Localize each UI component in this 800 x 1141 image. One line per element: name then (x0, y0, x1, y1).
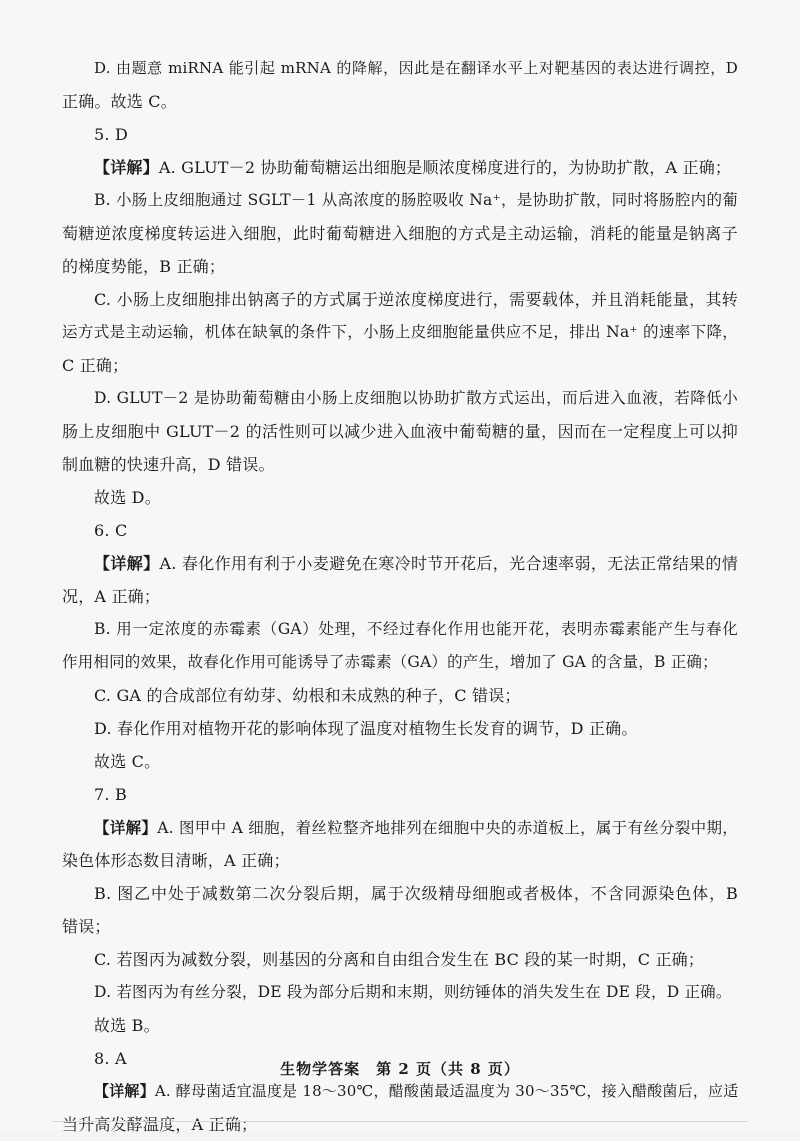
text-line-content: 故选 D。 (94, 488, 161, 507)
text-line-content: 肠上皮细胞中 GLUT－2 的活性则可以减少进入血液中葡萄糖的量，因而在一定程度上可以抑 (62, 422, 738, 441)
detail-tag: 【详解】 (94, 158, 159, 177)
text-line-content: D. GLUT－2 是协助葡萄糖由小肠上皮细胞以协助扩散方式运出，而后进入血液，若降低小 (94, 389, 738, 407)
detail-tag: 【详解】 (94, 554, 160, 573)
text-line (62, 316, 738, 349)
text-line (62, 481, 738, 514)
text-line (62, 448, 738, 481)
text-line (62, 613, 738, 646)
text-line-content: 8. A (94, 1049, 127, 1068)
text-line (62, 52, 738, 85)
text-line-content: 运方式是主动运输，机体在缺氧的条件下，小肠上皮细胞能量供应不足，排出 Na⁺ 的速率下降， (62, 323, 738, 341)
text-line-content: 的梯度势能，B 正确； (62, 257, 226, 276)
text-line (62, 1075, 738, 1108)
text-line-content: C. 小肠上皮细胞排出钠离子的方式属于逆浓度梯度进行，需要载体，并且消耗能量，其转 (94, 290, 738, 309)
text-line (62, 349, 738, 382)
text-line (62, 184, 738, 217)
text-line-content: 当升高发酵温度，A 正确； (62, 1115, 258, 1134)
text-line (62, 778, 738, 811)
text-line (62, 910, 738, 943)
page-footer: 生物学答案 第 2 页（共 8 页） (280, 1060, 520, 1078)
text-line-content: 染色体形态数目清晰，A 正确； (62, 851, 290, 870)
page-bottom-divider (52, 1121, 748, 1122)
text-line-content: D. 由题意 miRNA 能引起 mRNA 的降解，因此是在翻译水平上对靶基因的表达进行调控，D (94, 59, 738, 77)
text-line-content: 6. C (94, 521, 128, 540)
text-line (62, 217, 738, 250)
text-line (62, 1108, 738, 1141)
text-line-content: 况，A 正确； (62, 587, 161, 606)
text-line-content: C. 若图丙为减数分裂，则基因的分离和自由组合发生在 BC 段的某一时期，C 正确； (94, 950, 705, 969)
text-line (62, 877, 738, 910)
text-line (62, 679, 738, 712)
text-line (62, 580, 738, 613)
text-line-content: D. 春化作用对植物开花的影响体现了温度对植物生长发育的调节，D 正确。 (94, 719, 638, 738)
text-line (62, 151, 738, 184)
text-line (62, 1009, 738, 1042)
answer-text-body (62, 52, 738, 1141)
text-line (62, 976, 738, 1009)
text-line-content: 正确。故选 C。 (62, 92, 177, 111)
text-line-content: 作用相同的效果，故春化作用可能诱导了赤霉素（GA）的产生，增加了 GA 的含量，B 正确； (62, 653, 718, 671)
text-line-content: 5. D (94, 125, 128, 144)
text-line (62, 712, 738, 745)
text-line-content: 故选 B。 (94, 1016, 160, 1035)
text-line-content: A. GLUT－2 协助葡萄糖运出细胞是顺浓度梯度进行的，为协助扩散，A 正确； (158, 158, 732, 177)
text-line (62, 943, 738, 976)
text-line-content: 萄糖逆浓度梯度转运进入细胞，此时葡萄糖进入细胞的方式是主动运输，消耗的能量是钠离子 (62, 224, 738, 243)
text-line-content: B. 用一定浓度的赤霉素（GA）处理，不经过春化作用也能开花，表明赤霉素能产生与春化 (94, 620, 738, 638)
detail-tag: 【详解】 (94, 818, 158, 837)
text-line-content: A. 春化作用有利于小麦避免在寒冷时节开花后，光合速率弱，无法正常结果的情 (159, 554, 738, 573)
text-line (62, 283, 738, 316)
text-line-content: 制血糖的快速升高，D 错误。 (62, 455, 275, 474)
text-line (62, 415, 738, 448)
text-line-content: A. 酵母菌适宜温度是 18～30℃，醋酸菌最适温度为 30～35℃，接入醋酸菌后，应适 (154, 1082, 738, 1100)
text-line-content: B. 图乙中处于减数第二次分裂后期，属于次级精母细胞或者极体，不含同源染色体，B (94, 884, 738, 903)
text-line (62, 250, 738, 283)
text-line-content: C 正确； (62, 356, 129, 375)
text-line (62, 514, 738, 547)
text-line (62, 745, 738, 778)
text-line (62, 811, 738, 844)
text-line-content: A. 图甲中 A 细胞，着丝粒整齐地排列在细胞中央的赤道板上，属于有丝分裂中期， (157, 819, 738, 837)
text-line-content: B. 小肠上皮细胞通过 SGLT－1 从高浓度的肠腔吸收 Na⁺，是协助扩散，同时将肠腔内的葡 (94, 191, 738, 209)
text-line (62, 547, 738, 580)
text-line-content: 错误； (62, 917, 111, 936)
text-line (62, 844, 738, 877)
text-line (62, 382, 738, 415)
text-line-content: 故选 C。 (94, 752, 161, 771)
text-line (62, 85, 738, 118)
text-line (62, 118, 738, 151)
text-line-content: D. 若图丙为有丝分裂，DE 段为部分后期和末期，则纺锤体的消失发生在 DE 段，D 正确。 (94, 983, 732, 1001)
text-line-content: C. GA 的合成部位有幼芽、幼根和未成熟的种子，C 错误； (94, 686, 521, 705)
text-line (62, 646, 738, 679)
detail-tag: 【详解】 (94, 1082, 155, 1100)
text-line-content: 7. B (94, 785, 127, 804)
